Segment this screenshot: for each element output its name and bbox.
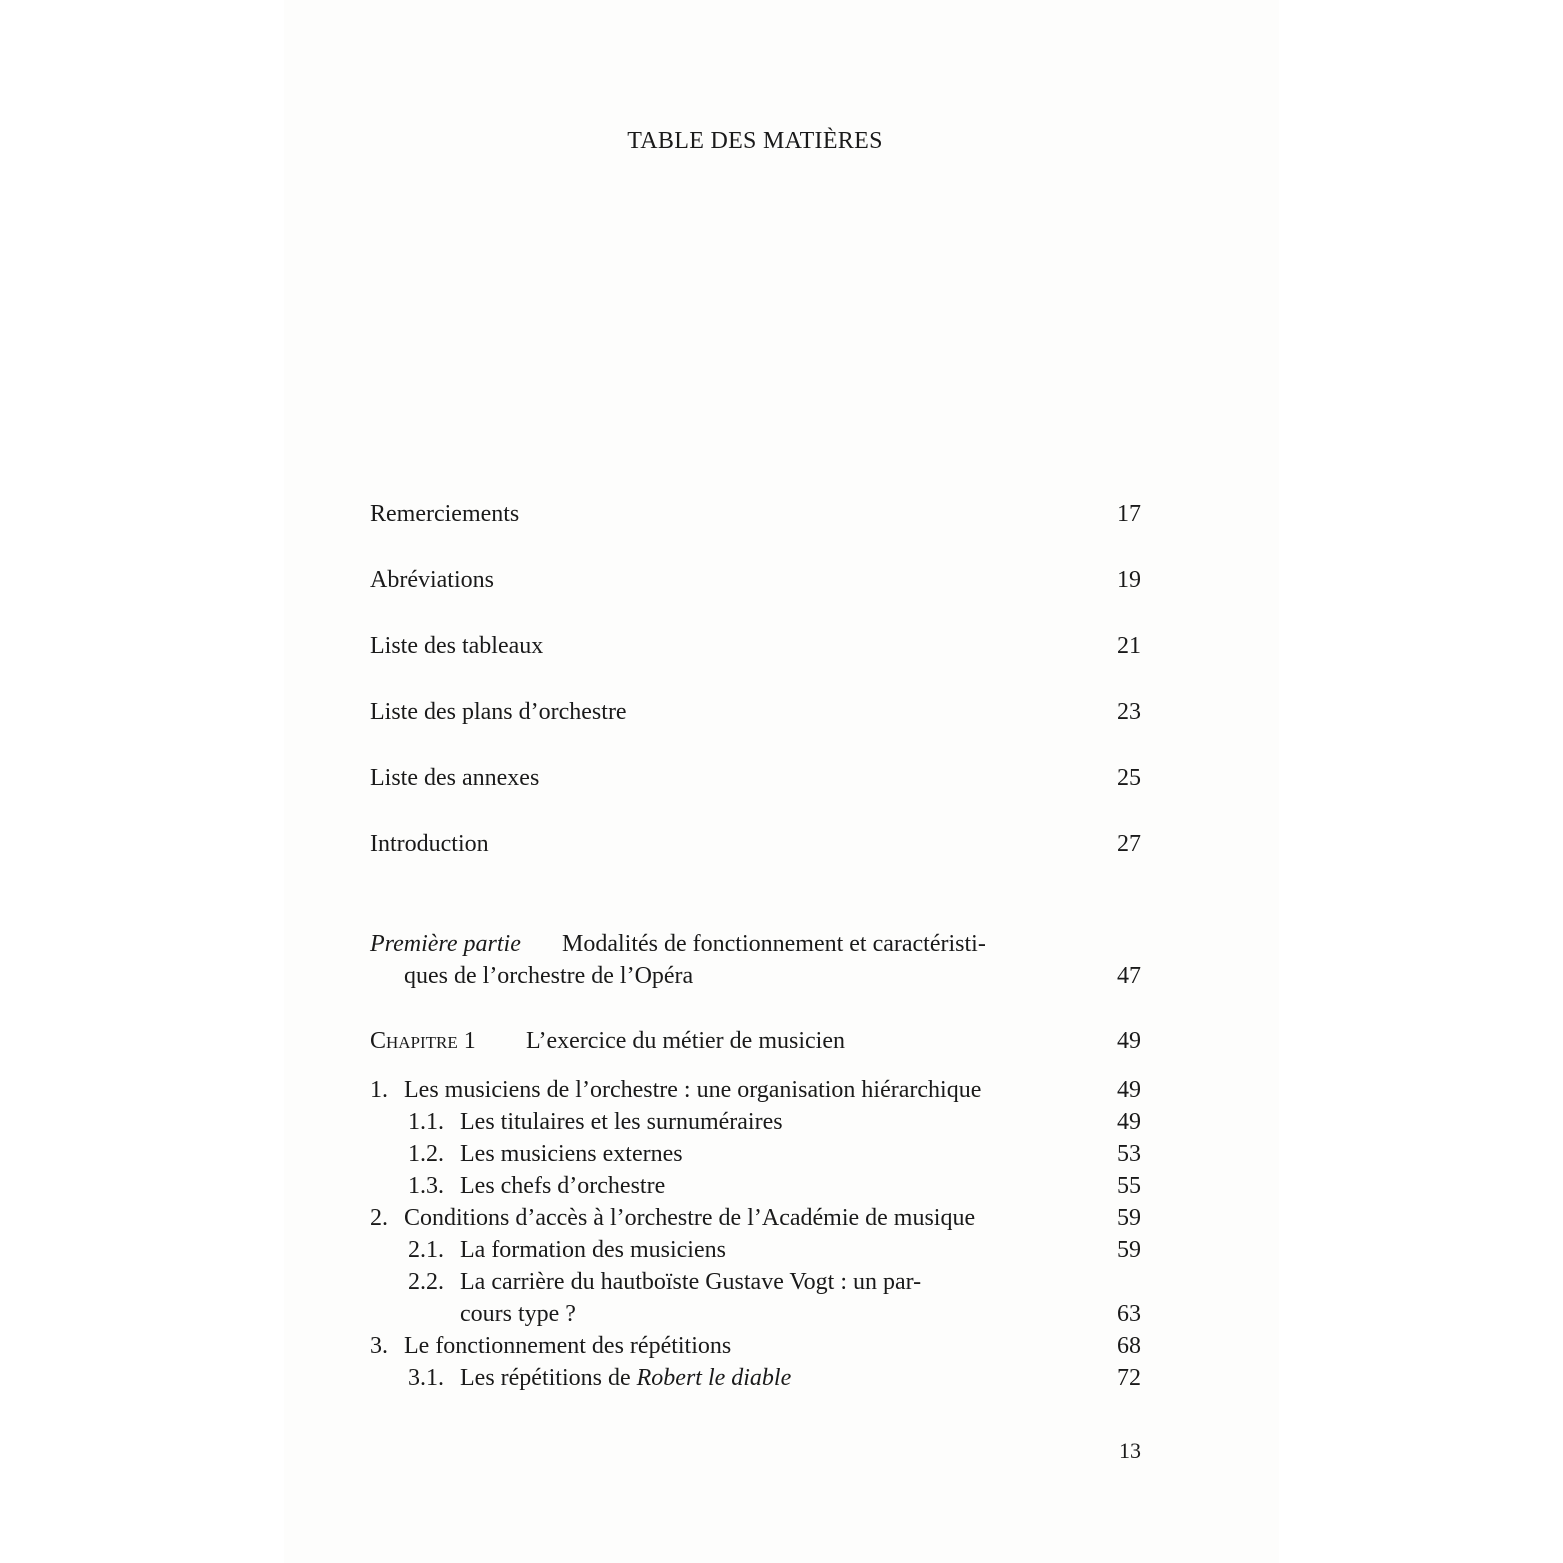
toc-section xyxy=(370,1074,1141,1106)
section-number: 2. xyxy=(370,1205,388,1231)
page-title: TABLE DES MATIÈRES xyxy=(627,128,883,154)
toc-entry-page: 17 xyxy=(1117,501,1141,527)
subsection-title: Les chefs d’orchestre xyxy=(460,1173,666,1199)
toc-part-heading xyxy=(370,928,1141,960)
toc-part-heading-cont xyxy=(370,960,1141,992)
section-title: Conditions d’accès à l’orchestre de l’Académie de musique xyxy=(404,1205,976,1231)
part-page: 47 xyxy=(1117,963,1141,989)
subsection-page: 49 xyxy=(1117,1109,1141,1135)
subsection-title: La carrière du hautboïste Gustave Vogt : un par- xyxy=(460,1269,922,1295)
section-page: 68 xyxy=(1117,1333,1141,1359)
toc-entry-label: Liste des tableaux xyxy=(370,633,544,659)
toc-entry-front xyxy=(370,696,1141,728)
subsection-number: 1.2. xyxy=(408,1141,444,1167)
section-title: Le fonctionnement des répétitions xyxy=(404,1333,732,1359)
subsection-number: 1.1. xyxy=(408,1109,444,1135)
subsection-title xyxy=(460,1362,791,1394)
work-title: Robert le diable xyxy=(636,1365,792,1391)
page-number: 13 xyxy=(1119,1438,1141,1463)
toc-subsection xyxy=(370,1170,1141,1202)
toc-entry-page: 23 xyxy=(1117,699,1141,725)
subsection-page: 59 xyxy=(1117,1237,1141,1263)
subsection-page: 53 xyxy=(1117,1141,1141,1167)
subsection-title: Les musiciens externes xyxy=(460,1141,683,1167)
toc-entry-page: 27 xyxy=(1117,831,1141,857)
part-title-line2: ques de l’orchestre de l’Opéra xyxy=(404,963,694,989)
chapter-page: 49 xyxy=(1117,1028,1141,1054)
section-number: 1. xyxy=(370,1077,388,1103)
section-page: 59 xyxy=(1117,1205,1141,1231)
subsection-title-text: Les répétitions de xyxy=(460,1365,631,1391)
toc-entry-label: Remerciements xyxy=(370,501,520,527)
subsection-number: 2.2. xyxy=(408,1269,444,1295)
toc-subsection xyxy=(370,1234,1141,1266)
chapter-label: Chapitre 1 xyxy=(370,1028,476,1054)
section-number: 3. xyxy=(370,1333,388,1359)
toc-entry-label: Liste des annexes xyxy=(370,765,540,791)
toc-entry-label: Introduction xyxy=(370,831,489,857)
subsection-page: 63 xyxy=(1117,1301,1141,1327)
toc-entry-page: 19 xyxy=(1117,567,1141,593)
toc-entry-page: 25 xyxy=(1117,765,1141,791)
toc-entry-front xyxy=(370,630,1141,662)
toc-entry-page: 21 xyxy=(1117,633,1141,659)
toc-subsection xyxy=(370,1266,1141,1298)
section-title: Les musiciens de l’orchestre : une organisation hiérarchique xyxy=(404,1077,982,1103)
toc-entry-front xyxy=(370,762,1141,794)
toc-entry-front xyxy=(370,564,1141,596)
part-title-line1: Modalités de fonctionnement et caractéristi- xyxy=(562,931,986,957)
subsection-title: La formation des musiciens xyxy=(460,1237,726,1263)
toc-entry-front xyxy=(370,828,1141,860)
subsection-title-cont: cours type ? xyxy=(460,1301,576,1327)
toc-subsection xyxy=(370,1106,1141,1138)
part-label: Première partie xyxy=(370,931,521,957)
subsection-title: Les titulaires et les surnuméraires xyxy=(460,1109,783,1135)
section-page: 49 xyxy=(1117,1077,1141,1103)
toc-chapter-heading xyxy=(370,1025,1141,1057)
toc-entry-label: Liste des plans d’orchestre xyxy=(370,699,627,725)
subsection-page: 72 xyxy=(1117,1365,1141,1391)
toc-entry-front xyxy=(370,498,1141,530)
toc-section xyxy=(370,1202,1141,1234)
subsection-number: 1.3. xyxy=(408,1173,444,1199)
chapter-title: L’exercice du métier de musicien xyxy=(526,1028,845,1054)
subsection-number: 3.1. xyxy=(408,1365,444,1391)
toc-subsection-cont xyxy=(370,1298,1141,1330)
toc-section xyxy=(370,1330,1141,1362)
subsection-page: 55 xyxy=(1117,1173,1141,1199)
toc-entry-label: Abréviations xyxy=(370,567,494,593)
toc-subsection xyxy=(370,1362,1141,1394)
toc-subsection xyxy=(370,1138,1141,1170)
subsection-number: 2.1. xyxy=(408,1237,444,1263)
